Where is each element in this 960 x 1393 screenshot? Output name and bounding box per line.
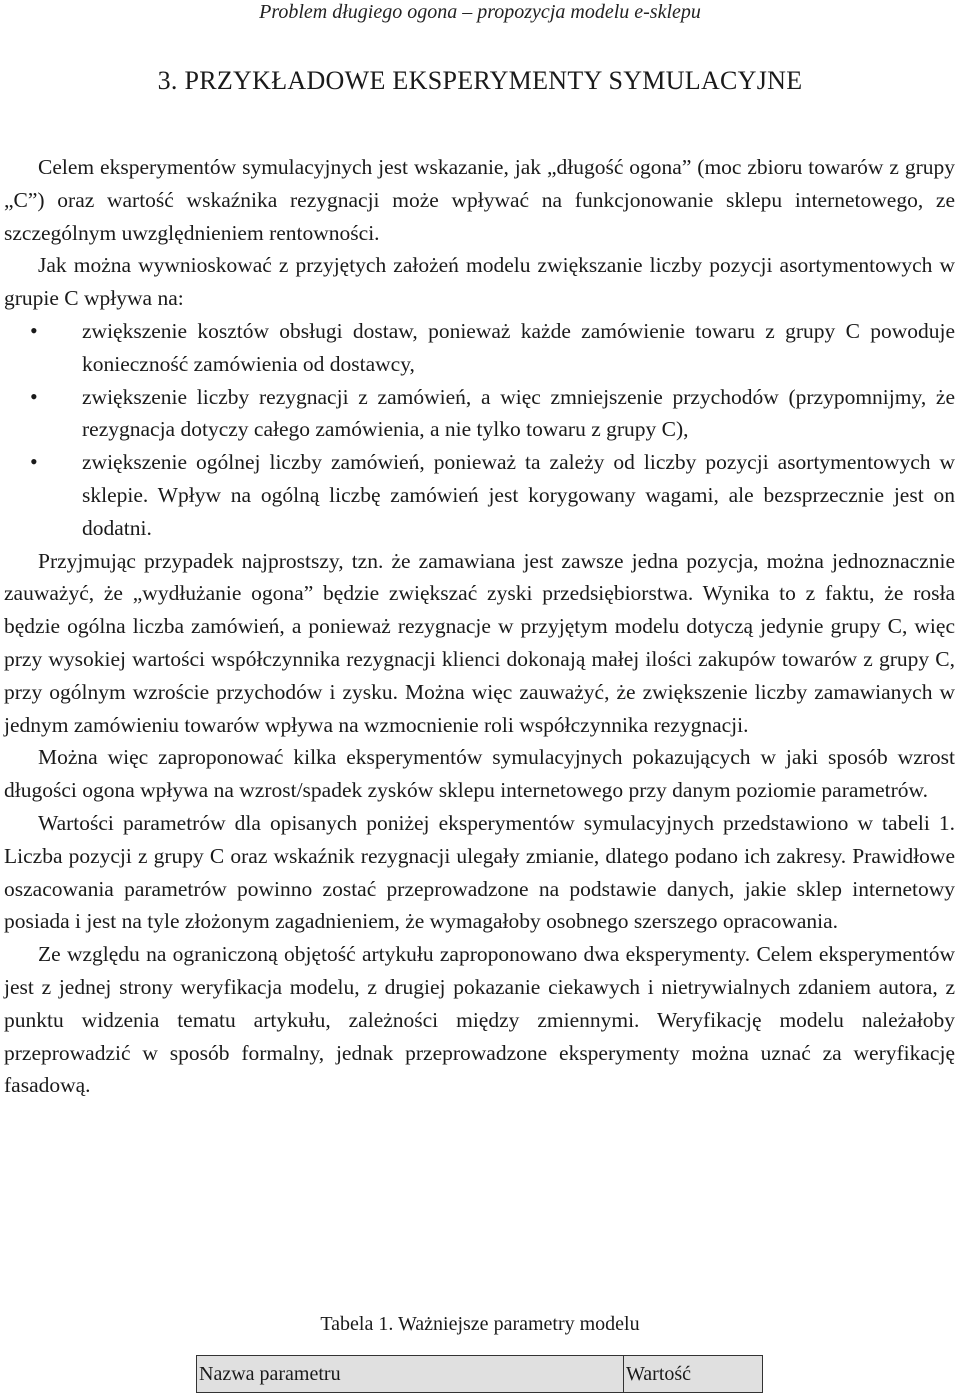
body-text [4, 151, 955, 1102]
paragraph-list-lead: Jak można wywnioskować z przyjętych założeń modelu zwiększanie liczby pozycji asortymentowych w grupie C wpływa na: [4, 253, 955, 311]
running-header: Problem długiego ogona – propozycja modelu e-sklepu [259, 1, 701, 23]
parameters-table [196, 1355, 763, 1393]
column-header-value: Wartość [624, 1356, 763, 1393]
list-item-text: zwiększenie kosztów obsługi dostaw, ponieważ każde zamówienie towaru z grupy C powoduje konieczność zamówienia od dostawcy, [82, 318, 955, 376]
paragraph-intro: Celem eksperymentów symulacyjnych jest wskazanie, jak „długość ogona” (moc zbioru towarów z grupy „C”) oraz wartość wskaźnika rezygnacji może wpływać na funkcjonowanie sklepu internetowego, ze szczególnym uwzględnieniem rentowności. [4, 155, 955, 245]
section-title: 3. PRZYKŁADOWE EKSPERYMENTY SYMULACYJNE [157, 66, 803, 95]
paragraph-simplest-case: Przyjmując przypadek najprostszy, tzn. że zamawiana jest zawsze jedna pozycja, można jednoznacznie zauważyć, że „wydłużanie ogona” będzie zwiększać zyski przedsiębiorstwa. Wynika to z faktu, że rosła będzie ogólna liczba zamówień, a ponieważ rezygnacje w przyjętym modelu dotyczą jedynie grupy C, więc przy wysokiej wartości współczynnika rezygnacji klienci dokonają małej ilości zakupów towarów z grupy C, przy ogólnym wzroście przychodów i zysku. Można więc zauważyć, że zwiększenie liczby zamawianych w jednym zamówieniu towarów wpływa na wzmocnienie roli współczynnika rezygnacji. [4, 548, 955, 737]
paragraph-parameters: Wartości parametrów dla opisanych poniżej eksperymentów symulacyjnych przedstawiono w tabeli 1. Liczba pozycji z grupy C oraz wskaźnik rezygnacji ulegały zmianie, dlatego podano ich zakresy. Prawidłowe oszacowania parametrów powinno zostać przeprowadzone na podstawie danych, jakie sklep internetowy posiada i jest na tyle złożonym zagadnieniem, że wymagałoby osobnego szerszego opracowania. [4, 810, 955, 934]
column-header-name: Nazwa parametru [197, 1356, 624, 1393]
table-header-row [197, 1356, 763, 1393]
paragraph-proposal: Można więc zaproponować kilka eksperymentów symulacyjnych pokazujących w jaki sposób wzrost długości ogona wpływa na wzrost/spadek zysków sklepu internetowego przy danym poziomie parametrów. [4, 745, 955, 803]
list-item [4, 315, 955, 381]
table-caption: Tabela 1. Ważniejsze parametry modelu [320, 1313, 640, 1335]
effects-list [4, 315, 955, 545]
list-item-text: zwiększenie ogólnej liczby zamówień, ponieważ ta zależy od liczby pozycji asortymentowych w sklepie. Wpływ na ogólną liczbę zamówień jest korygowany wagami, ale bezsprzecznie jest on dodatni. [82, 450, 955, 540]
list-item [4, 446, 955, 544]
list-item [4, 381, 955, 447]
paragraph-experiments: Ze względu na ograniczoną objętość artykułu zaproponowano dwa eksperymenty. Celem eksperymentów jest z jednej strony weryfikacja modelu, z drugiej pokazanie ciekawych i nietrywialnych zdaniem autora, z punktu widzenia tematu artykułu, zależności między zmiennymi. Weryfikację modelu należałoby przeprowadzić w sposób formalny, jednak przeprowadzone eksperymenty można uznać za weryfikację fasadową. [4, 942, 955, 1098]
bullet-icon: • [30, 383, 38, 409]
bullet-icon: • [30, 317, 38, 343]
list-item-text: zwiększenie liczby rezygnacji z zamówień, a więc zmniejszenie przychodów (przypomnijmy, że rezygnacja dotyczy całego zamówienia, a nie tylko towaru z grupy C), [82, 384, 955, 442]
bullet-icon: • [30, 449, 38, 475]
